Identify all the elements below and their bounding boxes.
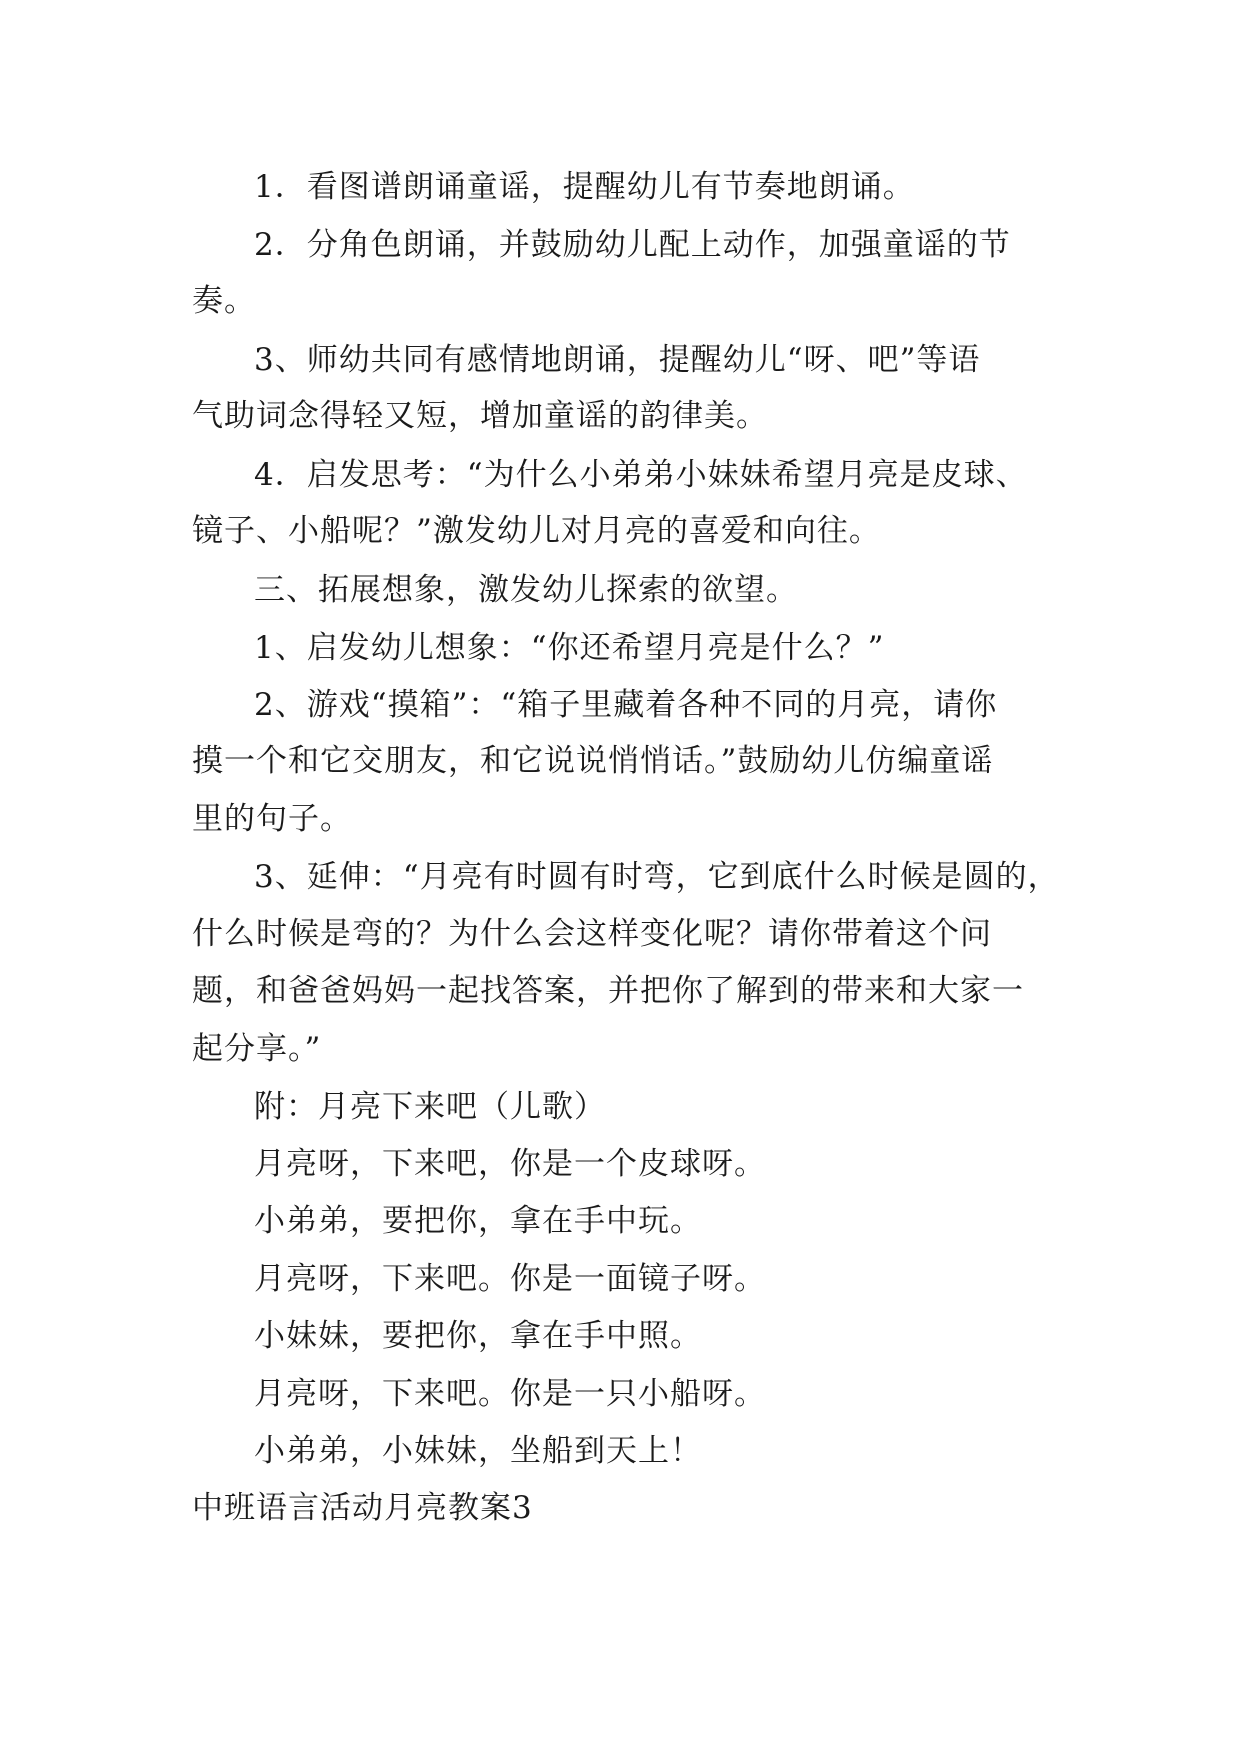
paragraph-line: 镜子、小船呢？”激发幼儿对月亮的喜爱和向往。: [192, 513, 881, 549]
poem-line: 小妹妹，要把你，拿在手中照。: [254, 1318, 702, 1354]
paragraph-line: 3、延伸：“月亮有时圆有时弯，它到底什么时候是圆的，: [254, 859, 1060, 895]
paragraph-line: 气助词念得轻又短，增加童谣的韵律美。: [192, 398, 768, 434]
paragraph-line: 1、启发幼儿想象：“你还希望月亮是什么？”: [254, 630, 885, 666]
paragraph-line: 1．看图谱朗诵童谣，提醒幼儿有节奏地朗诵。: [254, 169, 915, 205]
poem-title-line: 附：月亮下来吧（儿歌）: [254, 1089, 606, 1125]
paragraph-line: 三、拓展想象，激发幼儿探索的欲望。: [254, 572, 798, 608]
poem-line: 小弟弟，要把你，拿在手中玩。: [254, 1203, 702, 1239]
poem-line: 月亮呀，下来吧。你是一只小船呀。: [254, 1376, 766, 1412]
paragraph-line: 摸一个和它交朋友，和它说说悄悄话。”鼓励幼儿仿编童谣: [192, 743, 994, 779]
paragraph-line: 2、游戏“摸箱”：“箱子里藏着各种不同的月亮，请你: [254, 687, 998, 723]
poem-line: 小弟弟，小妹妹，坐船到天上！: [254, 1433, 702, 1469]
paragraph-line: 2．分角色朗诵，并鼓励幼儿配上动作，加强童谣的节: [254, 227, 1011, 263]
paragraph-line: 什么时候是弯的？为什么会这样变化呢？请你带着这个问: [192, 916, 992, 952]
poem-line: 月亮呀，下来吧。你是一面镜子呀。: [254, 1261, 766, 1297]
poem-line: 月亮呀，下来吧，你是一个皮球呀。: [254, 1146, 766, 1182]
paragraph-line: 3、师幼共同有感情地朗诵，提醒幼儿“呀、吧”等语: [254, 342, 981, 378]
paragraph-line: 奏。: [192, 283, 256, 319]
paragraph-line: 题，和爸爸妈妈一起找答案，并把你了解到的带来和大家一: [192, 973, 1024, 1009]
section-title: 中班语言活动月亮教案3: [192, 1490, 533, 1526]
paragraph-line: 4．启发思考：“为什么小弟弟小妹妹希望月亮是皮球、: [254, 457, 1028, 493]
paragraph-line: 起分享。”: [192, 1031, 322, 1067]
paragraph-line: 里的句子。: [192, 801, 352, 837]
